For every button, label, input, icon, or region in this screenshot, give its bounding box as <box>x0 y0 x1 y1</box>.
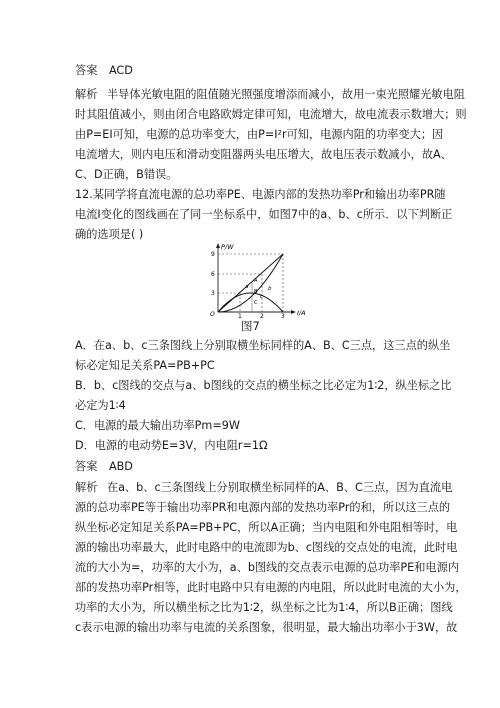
explanation-text: 半导体光敏电阻的阻值随光照强度增添而减小，故用一束光照耀光敏电阻 <box>106 88 465 101</box>
explanation-text: 在a、b、c三条图线上分别取横坐标同样的A、B、C三点，因为直流电 <box>106 481 453 494</box>
option-a-line-2: 标必定知足关系PA=PB+PC <box>75 359 215 372</box>
y-tick-9: 9 <box>211 251 215 258</box>
curve-a <box>218 254 283 312</box>
explanation-label: 解析 <box>75 481 98 494</box>
y-axis-arrow <box>216 243 220 248</box>
option-c: C．电源的最大输出功率Pm=9W <box>75 419 240 432</box>
explanation-2-line-2: 源的总功率PE等于输出功率PR和电源内部的发热功率Pr的和，所以这三点的 <box>75 501 451 514</box>
question-12-line-1: 12.某同学将直流电源的总功率PE、电源内部的发热功率Pr和输出功率PR随 <box>75 188 446 201</box>
explanation-1-line-1 <box>75 88 465 102</box>
point-label-C: C <box>254 300 258 306</box>
answer-label: 答案 <box>75 460 98 473</box>
explanation-label: 解析 <box>75 88 98 101</box>
origin-label: O <box>210 311 215 318</box>
explanation-2-line-4: 源的输出功率最大，此时电路中的电流即为b、c图线的交点处的电流，此时电 <box>75 541 458 554</box>
y-tick-6: 6 <box>211 271 215 278</box>
explanation-1-line-4: 电流增大，则内电压和滑动变阻器两头电压增大，故电压表示数减小，故A、 <box>75 148 452 161</box>
explanation-2-line-5: 流的大小为=，功率的大小为，a、b图线的交点表示电源的总功率PE和电源内 <box>75 561 459 574</box>
curve-c <box>218 293 283 312</box>
question-12-line-3: 确的选项是( ) <box>75 228 144 241</box>
x-axis-arrow <box>291 310 296 314</box>
x-tick-1: 1 <box>238 313 242 318</box>
answer-value: ABD <box>108 460 133 473</box>
explanation-1-line-3: 由P=EI可知，电源的总功率变大，由P=I²r可知，电源内阻的功率变大；因 <box>75 128 444 141</box>
x-tick-2: 2 <box>260 313 264 318</box>
answer-label: 答案 <box>75 64 98 77</box>
curve-label-a: a <box>245 284 249 290</box>
explanation-2-line-6: 部的发热功率Pr相等，此时电路中只有电源的内电阻，所以此时电流的大小为， <box>75 581 467 594</box>
explanation-2-line-8: c表示电源的输出功率与电流的关系图象，很明显，最大输出功率小于3W，故 <box>75 621 458 634</box>
explanation-1-line-5: C、D正确，B错误。 <box>75 168 178 181</box>
figure-caption: 图7 <box>241 319 260 333</box>
answer-1 <box>75 64 133 78</box>
option-b-line-1: B．b、c图线的交点与a、b图线的交点的横坐标之比必定为1∶2，纵坐标之比 <box>75 379 452 392</box>
answer-value: ACD <box>108 64 133 77</box>
x-tick-3: 3 <box>281 313 285 318</box>
x-axis-label: I/A <box>297 309 306 317</box>
figure-7-graph <box>198 242 318 318</box>
explanation-2-line-3: 纵坐标必定知足关系PA=PB+PC，所以A正确；当内电阻和外电阻相等时，电 <box>75 521 458 534</box>
curve-label-b: b <box>268 286 272 292</box>
y-axis-label: P/W <box>221 243 234 251</box>
option-d: D．电源的电动势E=3V，内电阻r=1Ω <box>75 439 268 452</box>
question-12-line-2: 电流I变化的图线画在了同一坐标系中，如图7中的a、b、c所示．以下判断正 <box>75 208 453 221</box>
curve-label-c: c <box>260 294 264 300</box>
explanation-1-line-2: 时其阻值减小，则由闭合电路欧姆定律可知，电流增大，故电流表示数增大；则 <box>75 108 467 121</box>
option-b-line-2: 必定为1∶4 <box>75 399 126 412</box>
explanation-2-line-1 <box>75 481 452 495</box>
option-a-line-1: A．在a、b、c三条图线上分别取横坐标同样的A、B、C三点，这三点的纵坐 <box>75 339 451 352</box>
y-tick-3: 3 <box>211 290 215 297</box>
point-label-A: A <box>254 278 258 284</box>
point-label-B: B <box>254 289 258 295</box>
explanation-2-line-7: 功率的大小为，所以横坐标之比为1∶2，纵坐标之比为1∶4，所以B正确；图线 <box>75 601 453 614</box>
answer-2 <box>75 460 133 474</box>
